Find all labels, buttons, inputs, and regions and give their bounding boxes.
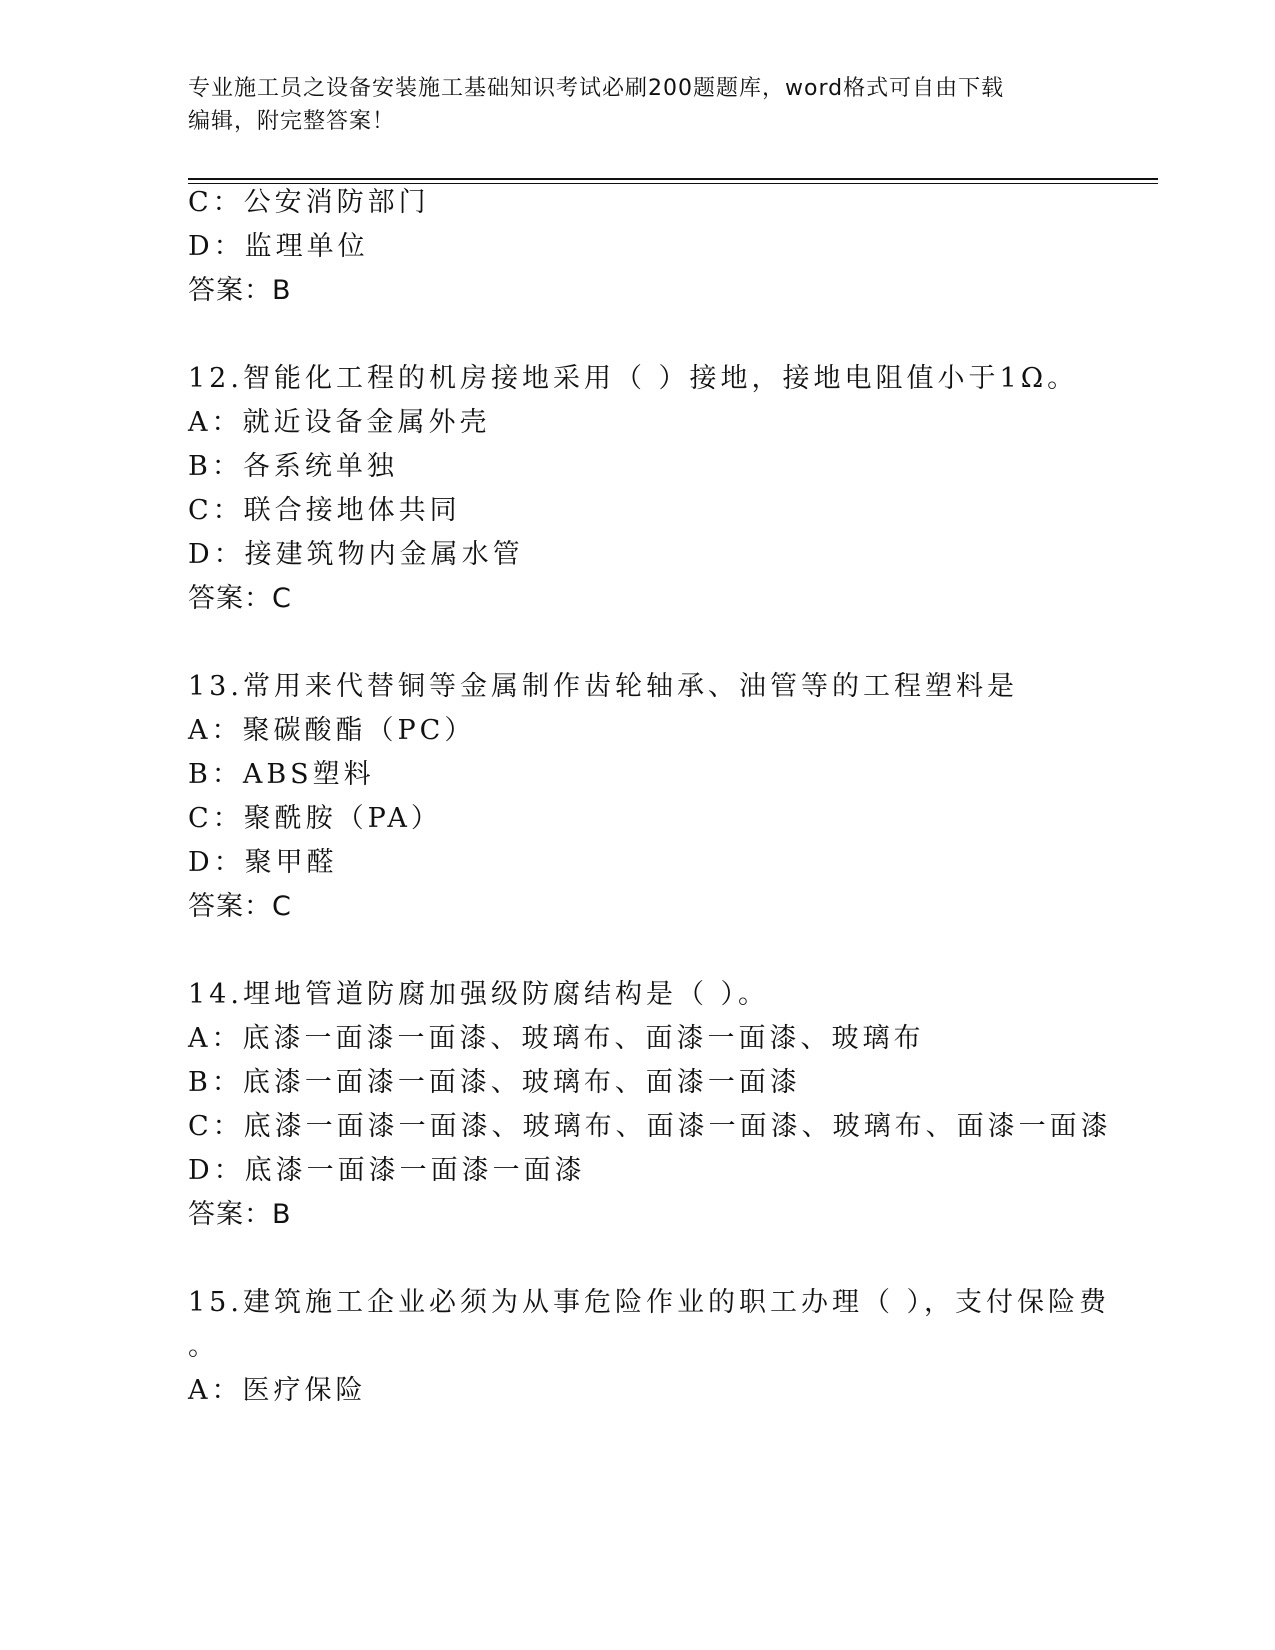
header-divider-thin (188, 183, 1158, 184)
q12-option-d: D：接建筑物内金属水管 (188, 539, 524, 570)
q12-answer: 答案：C (188, 583, 292, 614)
header-title-line2: 编辑，附完整答案！ (188, 109, 396, 134)
document-header (188, 72, 1088, 138)
q15-stem-line2: 。 (188, 1331, 219, 1362)
q14-stem: 14.埋地管道防腐加强级防腐结构是（ ）。 (188, 979, 770, 1010)
q12-option-a: A：就近设备金属外壳 (188, 407, 491, 438)
q13-option-b: B：ABS塑料 (188, 759, 375, 790)
header-divider-thick (188, 178, 1158, 180)
q14-answer: 答案：B (188, 1199, 292, 1230)
q12-stem: 12.智能化工程的机房接地采用（ ）接地，接地电阻值小于1Ω。 (188, 363, 1079, 394)
q13-answer: 答案：C (188, 891, 292, 922)
q15-option-a: A：医疗保险 (188, 1375, 367, 1406)
q14-option-a: A：底漆一面漆一面漆、玻璃布、面漆一面漆、玻璃布 (188, 1023, 925, 1054)
q11-option-c: C：公安消防部门 (188, 187, 430, 218)
header-title-line1: 专业施工员之设备安装施工基础知识考试必刷200题题库，word格式可自由下载 (188, 76, 1005, 101)
q15-stem-line1: 15.建筑施工企业必须为从事危险作业的职工办理（ ），支付保险费 (188, 1287, 1111, 1318)
q14-option-d: D：底漆一面漆一面漆一面漆 (188, 1155, 586, 1186)
q13-option-d: D：聚甲醛 (188, 847, 338, 878)
q11-option-d: D：监理单位 (188, 231, 369, 262)
q14-option-c: C：底漆一面漆一面漆、玻璃布、面漆一面漆、玻璃布、面漆一面漆 (188, 1111, 1112, 1142)
q13-option-a: A：聚碳酸酯（PC） (188, 715, 476, 746)
q11-answer: 答案：B (188, 275, 292, 306)
q13-option-c: C：聚酰胺（PA） (188, 803, 442, 834)
q12-option-b: B：各系统单独 (188, 451, 398, 482)
q14-option-b: B：底漆一面漆一面漆、玻璃布、面漆一面漆 (188, 1067, 801, 1098)
q12-option-c: C：联合接地体共同 (188, 495, 461, 526)
q13-stem: 13.常用来代替铜等金属制作齿轮轴承、油管等的工程塑料是 (188, 671, 1018, 702)
